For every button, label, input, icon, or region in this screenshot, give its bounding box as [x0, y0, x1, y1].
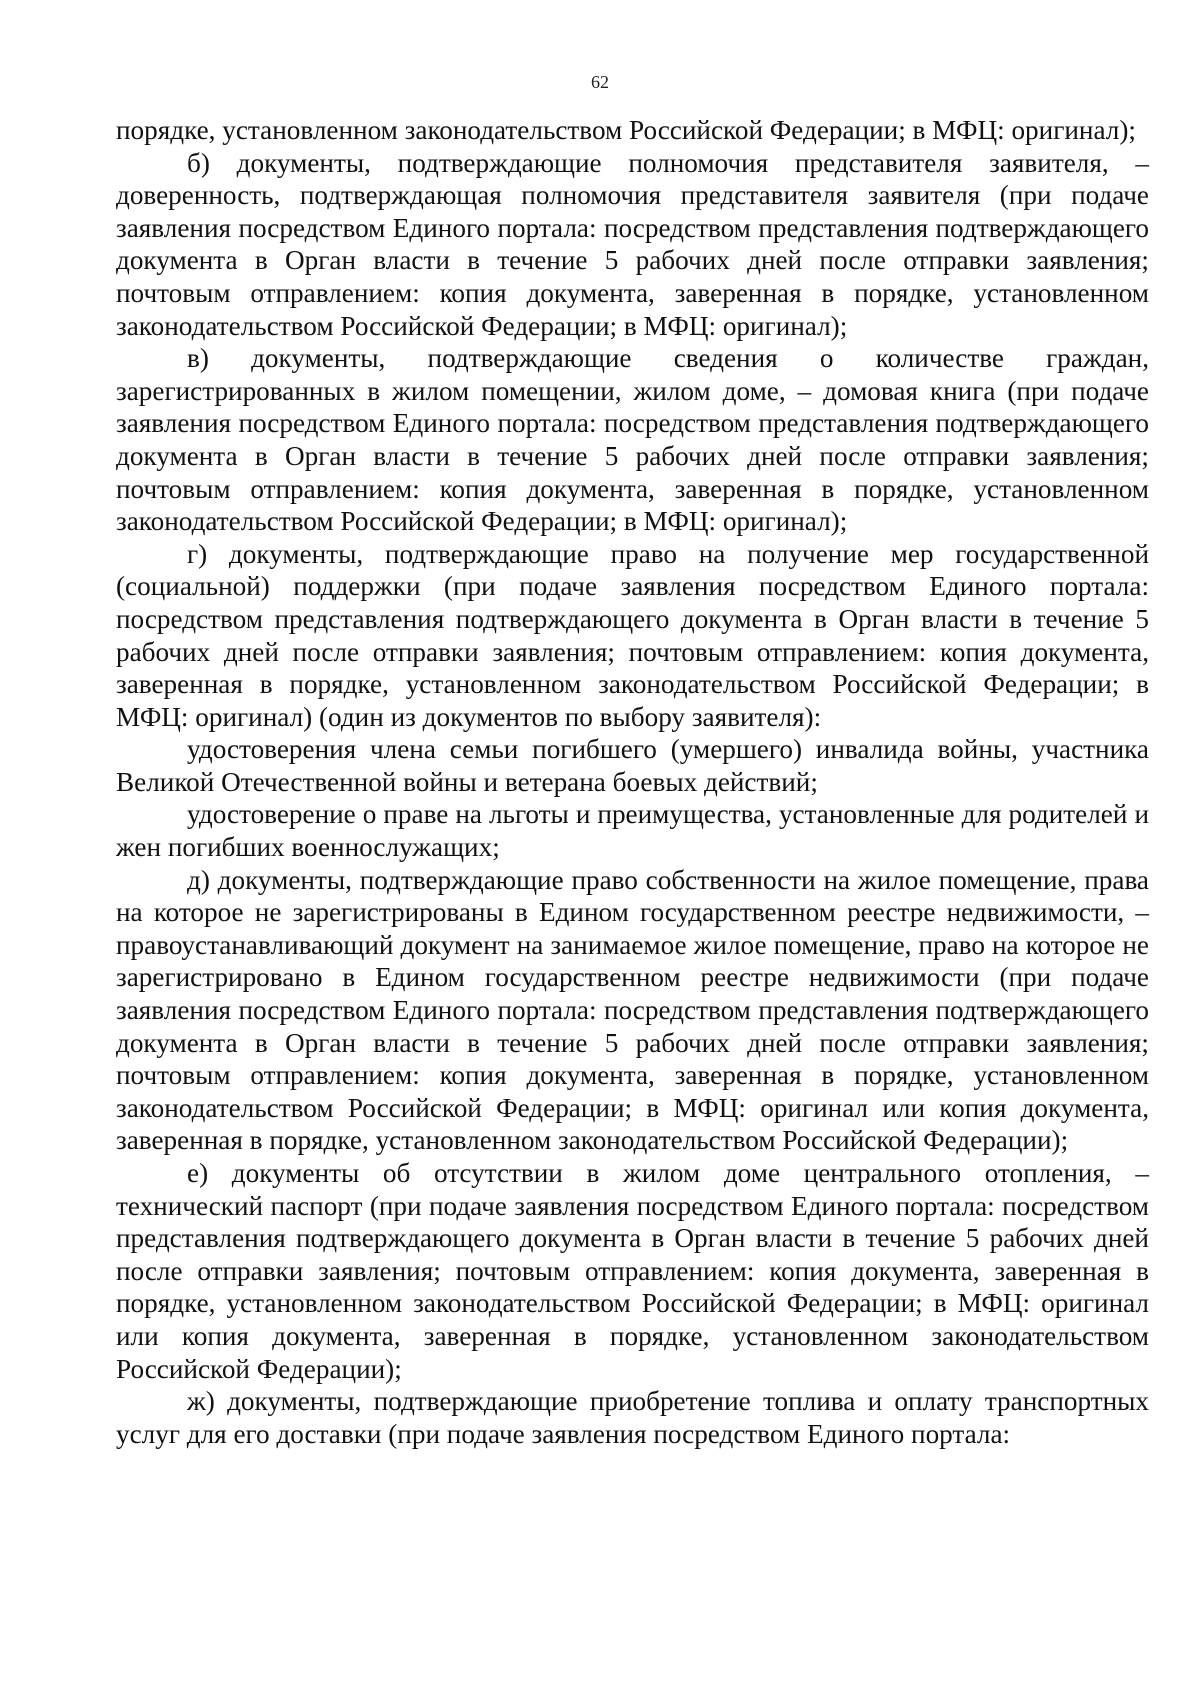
page-number: 62	[591, 72, 609, 92]
paragraph-item-v: в) документы, подтверждающие сведения о количестве граждан, зарегистрированных в жилом помещении, жилом доме, – домовая книга (при подаче заявления посредством Единого портала: посредством представления подтверждающего документа в Орган власти в течение 5 рабочих дней после отправки заявления; почтовым отправлением: копия документа, заверенная в порядке, установленном законодательством Российской Федерации; в МФЦ: оригинал);	[116, 343, 1149, 537]
paragraph-subitem-certificate-family: удостоверения члена семьи погибшего (умершего) инвалида войны, участника Великой Отечественной войны и ветерана боевых действий;	[116, 734, 1149, 797]
paragraph-continuation: порядке, установленном законодательством Российской Федерации; в МФЦ: оригинал);	[116, 115, 1136, 145]
paragraph-item-zh: ж) документы, подтверждающие приобретение топлива и оплату транспортных услуг для его доставки (при подаче заявления посредством Единого портала:	[116, 1386, 1149, 1449]
paragraph-item-b: б) документы, подтверждающие полномочия представителя заявителя, – доверенность, подтверждающая полномочия представителя заявителя (при подаче заявления посредством Единого портала: посредством представления подтверждающего документа в Орган власти в течение 5 рабочих дней после отправки заявления; почтовым отправлением: копия документа, заверенная в порядке, установленном законодательством Российской Федерации; в МФЦ: оригинал);	[116, 147, 1149, 341]
document-body	[116, 114, 1149, 1450]
paragraph-item-g: г) документы, подтверждающие право на получение мер государственной (социальной) поддержки (при подаче заявления посредством Единого портала: посредством представления подтверждающего документа в Орган власти в течение 5 рабочих дней после отправки заявления; почтовым отправлением: копия документа, заверенная в порядке, установленном законодательством Российской Федерации; в МФЦ: оригинал) (один из документов по выбору заявителя):	[116, 538, 1149, 732]
paragraph-subitem-certificate-parents: удостоверение о праве на льготы и преимущества, установленные для родителей и жен погибших военнослужащих;	[116, 799, 1149, 863]
paragraph-item-e: е) документы об отсутствии в жилом доме центрального отопления, – технический паспорт (при подаче заявления посредством Единого портала: посредством представления подтверждающего документа в Орган власти в течение 5 рабочих дней после отправки заявления; почтовым отправлением: копия документа, заверенная в порядке, установленном законодательством Российской Федерации; в МФЦ: оригинал или копия документа, заверенная в порядке, установленном законодательством Российской Федерации);	[116, 1158, 1149, 1384]
paragraph-item-d: д) документы, подтверждающие право собственности на жилое помещение, права на которое не зарегистрированы в Едином государственном реестре недвижимости, – правоустанавливающий документ на занимаемое жилое помещение, право на которое не зарегистрировано в Едином государственном реестре недвижимости (при подаче заявления посредством Единого портала: посредством представления подтверждающего документа в Орган власти в течение 5 рабочих дней после отправки заявления; почтовым отправлением: копия документа, заверенная в порядке, установленном законодательством Российской Федерации; в МФЦ: оригинал или копия документа, заверенная в порядке, установленном законодательством Российской Федерации);	[116, 864, 1149, 1156]
